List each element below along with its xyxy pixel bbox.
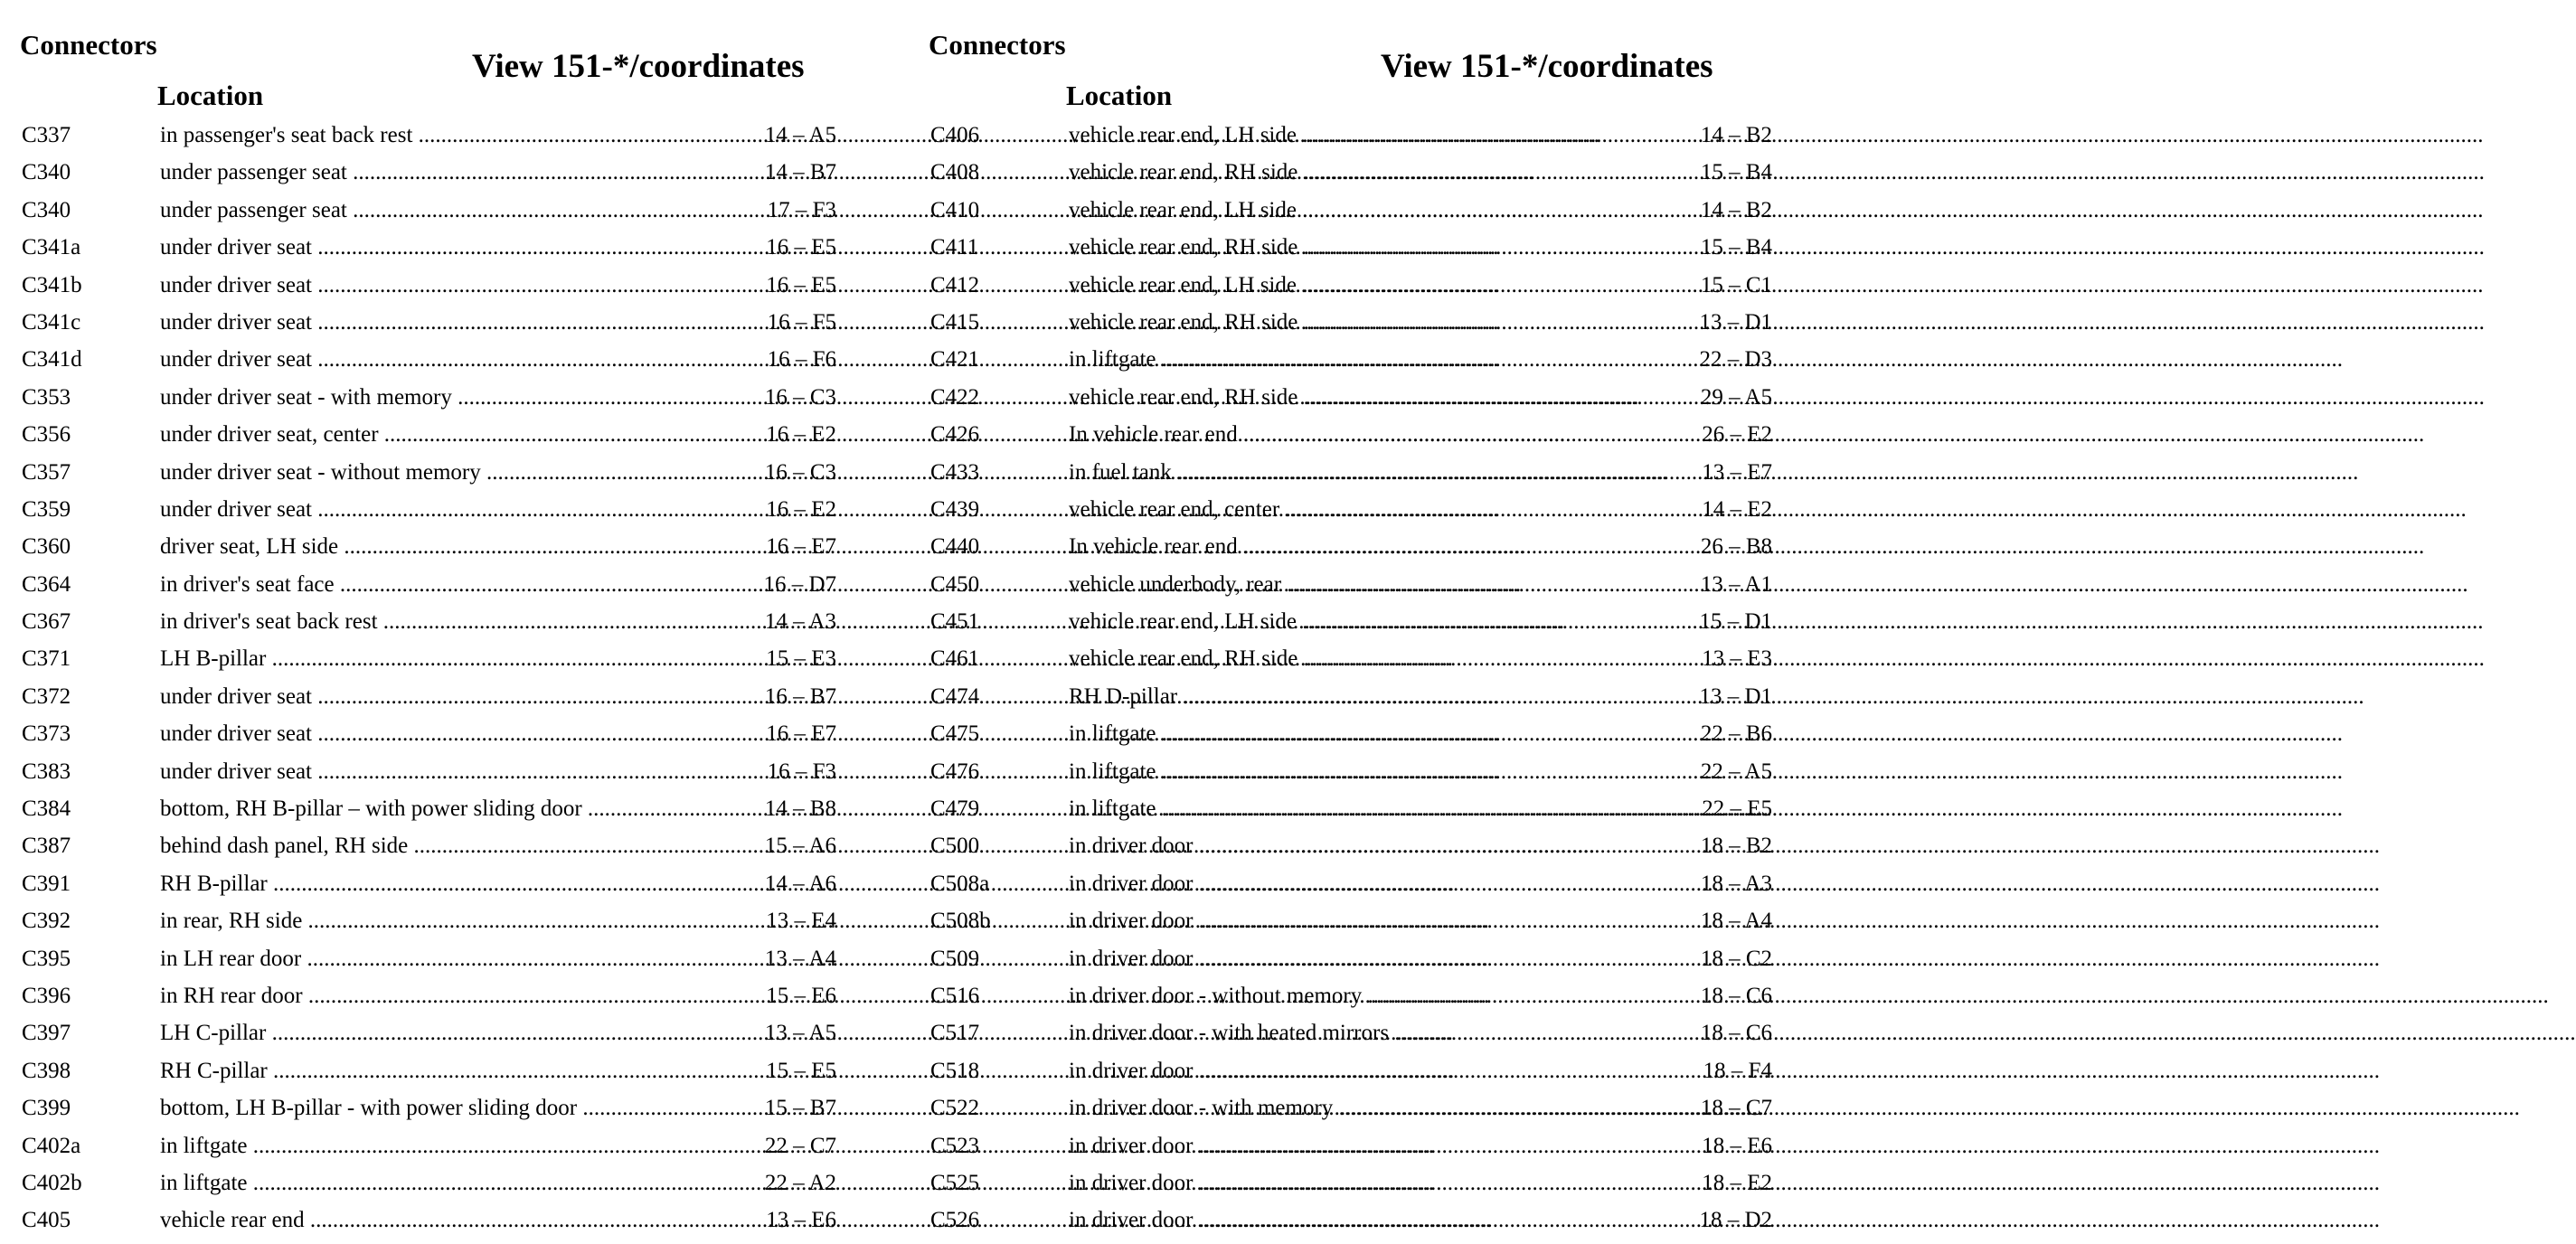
connector-code: C367 [22, 609, 71, 635]
connector-code: C356 [22, 422, 71, 448]
view-coordinate: 13 – E4 [766, 909, 836, 934]
view-coordinate: 16 – F5 [767, 309, 836, 335]
table-row [0, 267, 882, 304]
connector-location: vehicle rear end, LH side ..... [1069, 267, 1611, 304]
connector-code: C337 [22, 123, 71, 147]
table-row [909, 566, 1790, 603]
connector-code: C371 [22, 646, 71, 672]
connectors-header: Connectors [929, 29, 1066, 61]
table-row [0, 827, 882, 864]
table-row [0, 1052, 882, 1089]
table-row [0, 1089, 882, 1126]
table-row [909, 865, 1790, 902]
location-header: Location [157, 80, 264, 111]
view-coordinate: 18 – A4 [1700, 909, 1772, 934]
view-coordinate: 16 – F6 [767, 347, 836, 372]
view-coordinate: 14 – A6 [764, 871, 836, 896]
connector-location: under passenger seat ..... [160, 192, 703, 229]
view-coordinate: 15 – B7 [764, 1096, 836, 1121]
connector-rows [0, 117, 882, 1239]
view-coordinate: 16 – E7 [766, 534, 836, 560]
view-coordinate: 15 – E5 [766, 1058, 836, 1083]
connector-location: behind dash panel, RH side ..... [160, 827, 703, 864]
table-row [909, 1014, 1790, 1051]
table-row [909, 267, 1790, 304]
connector-code: C402b [22, 1170, 82, 1195]
connector-location: under driver seat ..... [160, 304, 703, 341]
connector-code: C397 [22, 1021, 71, 1046]
view-coordinate: 16 – D7 [763, 571, 836, 597]
connector-location: under driver seat ..... [160, 715, 703, 752]
view-coordinate: 16 – B7 [764, 683, 836, 709]
table-row [0, 229, 882, 266]
connector-code: C500 [930, 834, 980, 859]
table-row [909, 977, 1790, 1014]
view-coordinate: 14 – B7 [764, 160, 836, 185]
connector-location: In vehicle rear end ..... [1069, 416, 1611, 453]
connector-code: C479 [930, 796, 980, 822]
connector-location: RH B-pillar ..... [160, 865, 703, 902]
connector-code: C523 [930, 1133, 980, 1158]
connector-code: C408 [930, 160, 980, 185]
view-coordinate: 22 – A2 [764, 1170, 836, 1195]
view-coordinates-header: View 151-*/coordinates [1381, 48, 1713, 85]
connector-location: bottom, RH B-pillar – with power sliding door ..... [160, 790, 703, 827]
connector-code: C451 [930, 609, 980, 635]
view-coordinate: 15 – E3 [766, 646, 836, 672]
connector-location: in driver door ..... [1069, 1127, 1611, 1164]
connector-code: C391 [22, 871, 71, 896]
table-row [909, 1052, 1790, 1089]
view-coordinate: 15 – A6 [764, 834, 836, 859]
connector-location: under driver seat - without memory ..... [160, 454, 703, 491]
connector-code: C517 [930, 1021, 980, 1046]
connector-location: in driver door - with memory ..... [1069, 1089, 1611, 1126]
connector-code: C341b [22, 272, 82, 297]
connector-location: in rear, RH side ..... [160, 902, 703, 939]
table-row [0, 753, 882, 790]
table-row [909, 1202, 1790, 1239]
view-coordinate: 29 – A5 [1700, 384, 1772, 410]
table-row [909, 640, 1790, 677]
connector-code: C525 [930, 1170, 980, 1195]
table-row [0, 1014, 882, 1051]
table-row [909, 154, 1790, 191]
table-row [0, 790, 882, 827]
view-coordinate: 18 – B2 [1700, 834, 1772, 859]
view-coordinate: 17 – F3 [767, 197, 836, 222]
view-coordinate: 16 – E5 [766, 272, 836, 297]
connector-location: under driver seat ..... [160, 267, 703, 304]
view-coordinate: 22 – A5 [1700, 759, 1772, 784]
connectors-header: Connectors [20, 29, 157, 61]
connector-code: C518 [930, 1058, 980, 1083]
connector-location: driver seat, LH side ..... [160, 528, 703, 565]
connector-location: in liftgate ..... [1069, 341, 1611, 378]
connector-location: under driver seat - with memory ..... [160, 379, 703, 416]
connector-location: vehicle rear end ..... [160, 1202, 703, 1239]
connector-location: vehicle rear end, RH side ..... [1069, 229, 1611, 266]
connector-code: C508a [930, 871, 990, 896]
table-row [909, 528, 1790, 565]
connector-location: vehicle rear end, LH side ..... [1069, 117, 1611, 154]
connector-code: C402a [22, 1133, 81, 1158]
connector-code: C360 [22, 534, 71, 560]
view-coordinate: 15 – C1 [1700, 272, 1772, 297]
connector-location: In vehicle rear end ..... [1069, 528, 1611, 565]
connector-location: in RH rear door ..... [160, 977, 703, 1014]
connector-code: C422 [930, 384, 980, 410]
connector-code: C526 [930, 1208, 980, 1233]
view-coordinate: 14 – A3 [764, 609, 836, 635]
connector-code: C340 [22, 197, 71, 222]
table-row [909, 902, 1790, 939]
connector-location: in liftgate ..... [160, 1127, 703, 1164]
table-row [0, 1127, 882, 1164]
connector-code: C395 [22, 946, 71, 971]
view-coordinate: 18 – A3 [1700, 871, 1772, 896]
view-coordinate: 15 – B4 [1700, 160, 1772, 185]
connector-code: C439 [930, 496, 980, 522]
table-row [0, 379, 882, 416]
location-header: Location [1066, 80, 1173, 111]
connector-location: vehicle rear end, RH side ..... [1069, 304, 1611, 341]
view-coordinate: 13 – A5 [764, 1021, 836, 1046]
table-row [909, 827, 1790, 864]
connector-location: in driver door ..... [1069, 940, 1611, 977]
connector-code: C474 [930, 683, 980, 709]
connector-code: C412 [930, 272, 980, 297]
connector-location: in liftgate ..... [1069, 715, 1611, 752]
table-row [909, 341, 1790, 378]
connector-rows [909, 117, 1790, 1239]
connector-code: C509 [930, 946, 980, 971]
table-row [909, 379, 1790, 416]
table-row [0, 154, 882, 191]
connector-code: C340 [22, 160, 71, 185]
connector-code: C475 [930, 721, 980, 747]
connector-code: C405 [22, 1208, 71, 1233]
connector-code: C353 [22, 384, 71, 410]
connector-location: LH B-pillar ..... [160, 640, 703, 677]
table-row [909, 603, 1790, 640]
connector-code: C426 [930, 422, 980, 448]
view-coordinate: 14 – B2 [1700, 197, 1772, 222]
connector-code: C384 [22, 796, 71, 822]
connector-location: vehicle rear end, RH side ..... [1069, 379, 1611, 416]
connector-code: C398 [22, 1058, 71, 1083]
view-coordinate: 22 – C7 [764, 1133, 836, 1158]
table-row [0, 1164, 882, 1202]
table-row [909, 454, 1790, 491]
table-row [0, 341, 882, 378]
connector-location: in driver door ..... [1069, 1052, 1611, 1089]
connector-table-left [0, 0, 882, 1244]
view-coordinate: 14 – B2 [1700, 123, 1772, 147]
view-coordinate: 14 – B8 [764, 796, 836, 822]
connector-location: RH D-pillar ..... [1069, 678, 1611, 715]
connector-code: C396 [22, 983, 71, 1008]
table-row [909, 117, 1790, 154]
view-coordinate: 16 – E7 [766, 721, 836, 747]
connector-code: C399 [22, 1096, 71, 1121]
table-row [909, 1089, 1790, 1126]
connector-location: in driver door ..... [1069, 1202, 1611, 1239]
table-row [0, 715, 882, 752]
connector-location: vehicle rear end, center ..... [1069, 491, 1611, 528]
table-row [0, 454, 882, 491]
view-coordinate: 14 – E2 [1702, 496, 1772, 522]
table-row [0, 304, 882, 341]
connector-location: in liftgate ..... [1069, 790, 1611, 827]
view-coordinate: 13 – D1 [1699, 309, 1772, 335]
connector-location: in driver door ..... [1069, 1164, 1611, 1202]
table-row [0, 902, 882, 939]
connector-location: vehicle rear end, RH side ..... [1069, 154, 1611, 191]
view-coordinate: 15 – B4 [1700, 235, 1772, 260]
connector-table-right [909, 0, 1790, 1244]
view-coordinate: 13 – E6 [766, 1208, 836, 1233]
table-row [0, 940, 882, 977]
connector-code: C440 [930, 534, 980, 560]
connector-location: in driver's seat back rest ..... [160, 603, 703, 640]
view-coordinate: 16 – C3 [764, 459, 836, 485]
view-coordinate: 16 – E5 [766, 235, 836, 260]
view-coordinate: 18 – C6 [1700, 1021, 1772, 1046]
view-coordinate: 26 – B8 [1700, 534, 1772, 560]
view-coordinate: 16 – C3 [764, 384, 836, 410]
table-row [909, 229, 1790, 266]
view-coordinate: 22 – E5 [1702, 796, 1772, 822]
connector-location: in liftgate ..... [1069, 753, 1611, 790]
view-coordinate: 14 – A5 [764, 123, 836, 147]
connector-location: in driver door ..... [1069, 902, 1611, 939]
view-coordinate: 22 – B6 [1700, 721, 1772, 747]
connector-code: C341d [22, 347, 82, 372]
connector-location: in LH rear door ..... [160, 940, 703, 977]
table-row [0, 416, 882, 453]
connector-location: vehicle rear end, LH side ..... [1069, 192, 1611, 229]
connector-location: in driver door - with heated mirrors ..... [1069, 1014, 1611, 1051]
view-coordinate: 22 – D3 [1699, 347, 1772, 372]
view-coordinate: 18 – D2 [1699, 1208, 1772, 1233]
view-coordinate: 16 – E2 [766, 496, 836, 522]
table-row [0, 117, 882, 154]
connector-code: C357 [22, 459, 71, 485]
table-row [909, 1127, 1790, 1164]
view-coordinate: 26 – E2 [1702, 422, 1772, 448]
view-coordinate: 18 – C2 [1700, 946, 1772, 971]
connector-code: C364 [22, 571, 71, 597]
table-row [909, 491, 1790, 528]
connector-code: C387 [22, 834, 71, 859]
view-coordinate: 15 – D1 [1699, 609, 1772, 635]
connector-location: bottom, LH B-pillar - with power sliding door ..... [160, 1089, 703, 1126]
view-coordinate: 18 – C6 [1700, 983, 1772, 1008]
connector-location: in driver door ..... [1069, 865, 1611, 902]
connector-code: C421 [930, 347, 980, 372]
connector-code: C415 [930, 309, 980, 335]
connector-code: C341c [22, 309, 81, 335]
view-coordinate: 18 – C7 [1700, 1096, 1772, 1121]
connector-location: in liftgate ..... [160, 1164, 703, 1202]
connector-code: C508b [930, 909, 991, 934]
view-coordinate: 13 – D1 [1699, 683, 1772, 709]
table-row [909, 192, 1790, 229]
table-row [909, 790, 1790, 827]
view-coordinate: 16 – E2 [766, 422, 836, 448]
table-row [909, 678, 1790, 715]
connector-code: C359 [22, 496, 71, 522]
connector-location: under driver seat ..... [160, 491, 703, 528]
view-coordinate: 13 – E3 [1702, 646, 1772, 672]
connector-code: C383 [22, 759, 71, 784]
table-row [0, 528, 882, 565]
view-coordinate: 18 – F4 [1703, 1058, 1772, 1083]
connector-location: under driver seat ..... [160, 229, 703, 266]
connector-location: under driver seat, center ..... [160, 416, 703, 453]
connector-location: in driver door ..... [1069, 827, 1611, 864]
connector-code: C461 [930, 646, 980, 672]
table-row [909, 1164, 1790, 1202]
table-row [0, 566, 882, 603]
connector-code: C522 [930, 1096, 980, 1121]
table-row [0, 1202, 882, 1239]
table-row [0, 491, 882, 528]
connector-location: in passenger's seat back rest ..... [160, 117, 703, 154]
connector-code: C450 [930, 571, 980, 597]
connector-location: under driver seat ..... [160, 753, 703, 790]
view-coordinate: 16 – F3 [767, 759, 836, 784]
table-row [0, 192, 882, 229]
connector-location: in driver's seat face ..... [160, 566, 703, 603]
view-coordinate: 13 – A1 [1700, 571, 1772, 597]
table-row [0, 603, 882, 640]
table-row [909, 304, 1790, 341]
table-row [0, 678, 882, 715]
view-coordinate: 13 – E7 [1702, 459, 1772, 485]
connector-code: C372 [22, 683, 71, 709]
connector-location: in fuel tank ..... [1069, 454, 1611, 491]
table-row [909, 753, 1790, 790]
table-row [0, 865, 882, 902]
view-coordinate: 13 – A4 [764, 946, 836, 971]
table-row [909, 416, 1790, 453]
connector-location: vehicle underbody, rear ..... [1069, 566, 1611, 603]
connector-code: C341a [22, 235, 81, 260]
view-coordinates-header: View 151-*/coordinates [472, 48, 805, 85]
connector-location: vehicle rear end, RH side ..... [1069, 640, 1611, 677]
view-coordinate: 18 – E2 [1702, 1170, 1772, 1195]
connector-code: C433 [930, 459, 980, 485]
connector-code: C411 [930, 235, 979, 260]
connector-code: C476 [930, 759, 980, 784]
view-coordinate: 15 – E6 [766, 983, 836, 1008]
connector-location: LH C-pillar ..... [160, 1014, 703, 1051]
connector-code: C516 [930, 983, 980, 1008]
connector-location: RH C-pillar ..... [160, 1052, 703, 1089]
connector-location: vehicle rear end, LH side ..... [1069, 603, 1611, 640]
connector-location: under passenger seat ..... [160, 154, 703, 191]
connector-code: C392 [22, 909, 71, 934]
view-coordinate: 18 – E6 [1702, 1133, 1772, 1158]
connector-code: C410 [930, 197, 980, 222]
table-row [909, 940, 1790, 977]
connector-location: under driver seat ..... [160, 341, 703, 378]
connector-code: C406 [930, 123, 980, 147]
table-row [909, 715, 1790, 752]
table-row [0, 640, 882, 677]
connector-location: in driver door - without memory ..... [1069, 977, 1611, 1014]
connector-code: C373 [22, 721, 71, 747]
connector-location: under driver seat ..... [160, 678, 703, 715]
table-row [0, 977, 882, 1014]
